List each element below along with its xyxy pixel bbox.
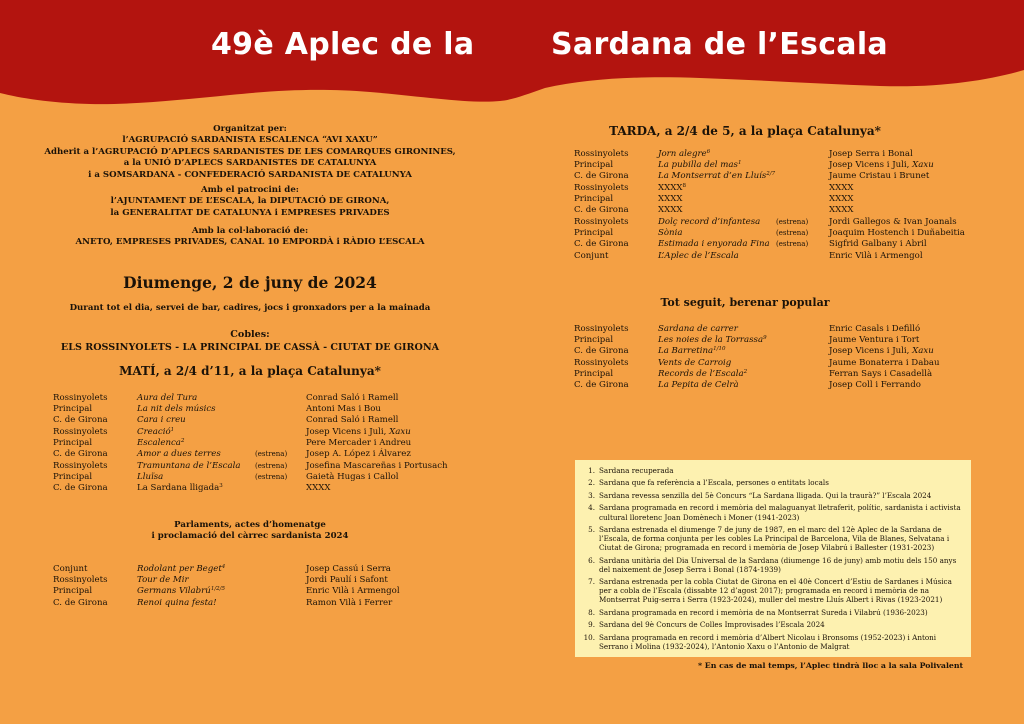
- composer-name: Sigfrid Galbany i Abril: [829, 239, 927, 250]
- premiere-note: (estrena): [776, 229, 809, 238]
- sardana-title: Records de l’Escala: [658, 369, 744, 380]
- composer-name: Conrad Saló i Ramell: [306, 392, 399, 403]
- sardana-title: Aura del Tura: [137, 392, 198, 403]
- note-reference: 1: [170, 426, 175, 433]
- note-item: [583, 503, 963, 521]
- note-number: 8.: [588, 607, 595, 617]
- note-item: [583, 466, 963, 475]
- premiere-note: [255, 415, 306, 426]
- composer-name: Enric Vilà i Armengol: [829, 250, 923, 261]
- premiere-note: [255, 597, 306, 608]
- note-item: [583, 525, 963, 552]
- cobla-name: Rossinyolets: [53, 575, 108, 586]
- notes-panel: [575, 460, 971, 657]
- premiere-note: [776, 323, 829, 334]
- composer-cell: [306, 392, 466, 403]
- composer-name: Josep Coll i Ferrando: [829, 380, 921, 391]
- cobla-name: Principal: [53, 404, 93, 415]
- sardana-title: Sònia: [658, 228, 683, 239]
- premiere-note: (estrena): [776, 217, 809, 226]
- program-row: [574, 216, 989, 227]
- premiere-note: [776, 346, 829, 357]
- composer-cell: [306, 563, 466, 574]
- premiere-note: [776, 148, 829, 159]
- composer-name: XXXX: [829, 194, 854, 205]
- note-item: [583, 608, 963, 617]
- note-text: Sardana estrenada el diumenge 7 de juny de 1987, en el marc del 12è Aplec de la Sardana de l’Escala, de forma conjunta per les cobles La Principal de Barcelona, Vila de Blanes, Selvatana i Ciutat de Girona; programada en record i memòria de Josep Vilabrú i Ballester (1931-2023): [599, 525, 950, 553]
- morning-program: [53, 392, 466, 494]
- cobla-name: Principal: [574, 335, 614, 346]
- premiere-note: [255, 574, 306, 585]
- cobla-name: Rossinyolets: [574, 182, 629, 193]
- composer-cell: [829, 368, 989, 379]
- organizers-heading: Organitzat per:: [213, 124, 287, 134]
- speeches-block: [20, 520, 480, 543]
- composer-name: Gaietà Hugas i Callol: [306, 472, 399, 483]
- sardana-title: La Montserrat d’en Lluís: [658, 171, 767, 182]
- composer-cell: [306, 460, 466, 471]
- sardana-title-cell: [137, 574, 255, 585]
- composer-name: Jaume Ventura i Tort: [829, 335, 920, 346]
- sardana-title: Rodolant per Beget: [137, 563, 222, 574]
- composer-cell: [829, 227, 989, 238]
- note-text: Sardana que fa referència a l’Escala, persones o entitats locals: [599, 478, 829, 488]
- snack-program: [574, 323, 989, 391]
- sardana-title: La nit dels músics: [137, 404, 216, 415]
- page-title-left: 49è Aplec de la: [211, 27, 475, 62]
- cobles-line: ELS ROSSINYOLETS - LA PRINCIPAL DE CASSÀ - CIUTAT DE GIRONA: [60, 341, 440, 353]
- sardana-title-cell: [658, 346, 776, 357]
- program-row: [53, 586, 466, 597]
- note-reference: 2: [743, 369, 748, 376]
- sardana-title: Les noies de la Torrassa: [658, 335, 764, 346]
- program-row: [574, 182, 989, 193]
- note-number: 6.: [588, 555, 595, 565]
- composer-cell: [829, 216, 989, 227]
- cobla-name: Conjunt: [53, 563, 88, 574]
- cobla-name: Rossinyolets: [574, 216, 629, 227]
- cobla-name: Conjunt: [574, 250, 609, 261]
- note-text: Sardana programada en record i memòria de na Montserrat Sureda i Vilabrú (1936-2023): [599, 607, 928, 617]
- program-row: [574, 148, 989, 159]
- composer-name: Conrad Saló i Ramell: [306, 415, 399, 426]
- sardana-title: XXXX: [658, 194, 683, 205]
- page-title-right: Sardana de l’Escala: [551, 27, 888, 62]
- program-row: [574, 250, 989, 261]
- composer-name: Ferran Says i Casadellà: [829, 369, 933, 380]
- program-row: [574, 334, 989, 345]
- premiere-note: [776, 193, 829, 204]
- composer-cell: [829, 171, 989, 182]
- header-banner: [0, 0, 1024, 130]
- cobla-name: C. de Girona: [574, 205, 629, 216]
- note-text: Sardana programada en record i memòria del malaguanyat lletraferit, polític, sardanista i activista cultural lloretenc Joan Domènech i Moner (1941-2023): [599, 503, 961, 522]
- composer-name: XXXX: [829, 205, 854, 216]
- sardana-title-cell: [137, 449, 255, 460]
- premiere-note: [776, 357, 829, 368]
- program-row: [574, 346, 989, 357]
- cobles-heading: Cobles:: [230, 329, 270, 340]
- cobla-name: Principal: [574, 228, 614, 239]
- program-row: [53, 597, 466, 608]
- patronage-heading: Amb el patrocini de:: [201, 185, 299, 195]
- cobla-name: C. de Girona: [574, 171, 629, 182]
- cobles-block: [20, 329, 480, 354]
- note-text: Sardana revessa senzilla del 5è Concurs “La Sardana lligada. Qui la traurà?” l’Escala 2024: [599, 490, 932, 500]
- composer-name: Jordi Gallegos & Ivan Joanals: [829, 216, 957, 227]
- cobla-name: C. de Girona: [574, 239, 629, 250]
- cobla-name: Rossinyolets: [574, 323, 629, 334]
- note-number: 10.: [583, 632, 595, 642]
- note-number: 7.: [588, 577, 595, 587]
- collaboration-heading: Amb la col·laboració de:: [191, 226, 309, 236]
- sardana-title-cell: [658, 182, 776, 193]
- sardana-title-cell: [658, 205, 776, 216]
- sardana-title-cell: [658, 193, 776, 204]
- composer-cell: [829, 323, 989, 334]
- premiere-note: [776, 182, 829, 193]
- program-row: [574, 368, 989, 379]
- sardana-title: Vents de Carroig: [658, 357, 732, 368]
- sardana-title-cell: [137, 597, 255, 608]
- program-row: [574, 239, 989, 250]
- composer-cell: [306, 415, 466, 426]
- program-row: [574, 227, 989, 238]
- organizers-line: Adherit a l’AGRUPACIÓ D’APLECS SARDANISTES DE LES COMARQUES GIRONINES,: [44, 146, 456, 157]
- note-text: Sardana programada en record i memòria d’Albert Nicolau i Bronsoms (1952-2023) i Antoni Serrano i Molina (1932-2024), l’Antonio Xaxu o l’Antonio de Malgrat: [599, 632, 937, 652]
- patronage-line: l’AJUNTAMENT DE L’ESCALA, la DIPUTACIÓ DE GIRONA,: [110, 196, 390, 207]
- sardana-title-cell: [658, 171, 776, 182]
- sardana-title: Tramuntana de l’Escala: [137, 460, 241, 471]
- sardana-title-cell: [658, 227, 776, 238]
- premiere-note: [255, 426, 306, 437]
- cobla-name: C. de Girona: [53, 597, 108, 608]
- premiere-note: (estrena): [776, 240, 809, 249]
- note-item: [583, 620, 963, 629]
- sardana-title-cell: [137, 415, 255, 426]
- composer-cell: [829, 182, 989, 193]
- program-row: [53, 437, 466, 448]
- collaboration-line: ANETO, EMPRESES PRIVADES, CANAL 10 EMPORDÀ i RÀDIO L’ESCALA: [75, 237, 425, 248]
- sardana-title: La Pepita de Celrà: [658, 380, 739, 391]
- composer-name: Jaume Bonaterra i Dabau: [829, 357, 940, 368]
- composer-name: Josep Serra i Bonal: [829, 148, 913, 159]
- note-reference: 9: [763, 335, 767, 342]
- note-reference: 1: [737, 160, 742, 167]
- composer-cell: [829, 346, 989, 357]
- sardana-title-cell: [137, 586, 255, 597]
- afternoon-heading: TARDA, a 2/4 de 5, a la plaça Catalunya*: [609, 124, 881, 138]
- sardana-title-cell: [658, 334, 776, 345]
- premiere-note: [776, 171, 829, 182]
- sardana-title: Estimada i enyorada Fina: [658, 239, 770, 250]
- composer-name: Josefina Mascareñas i Portusach: [306, 460, 448, 471]
- program-row: [574, 171, 989, 182]
- weather-footnote: * En cas de mal temps, l’Aplec tindrà lloc a la sala Polivalent: [698, 661, 964, 670]
- event-date: Diumenge, 2 de juny de 2024: [123, 273, 377, 292]
- composer-cell: [829, 250, 989, 261]
- composer-name: Enric Casals i Defilló: [829, 323, 921, 334]
- patronage-line: la GENERALITAT DE CATALUNYA i EMPRESES PRIVADES: [110, 207, 390, 218]
- sardana-title-cell: [137, 483, 255, 494]
- sardana-title-cell: [658, 159, 776, 170]
- composer-cell: [306, 597, 466, 608]
- program-row: [53, 460, 466, 471]
- composer-name: Josep Vicens i Juli,: [829, 160, 913, 171]
- note-number: 1.: [588, 466, 595, 475]
- sardana-title: Amor a dues terres: [137, 449, 221, 460]
- composer-cell: [829, 239, 989, 250]
- cobla-name: Principal: [574, 160, 614, 171]
- cobla-name: C. de Girona: [574, 346, 629, 357]
- sardana-title-cell: [137, 437, 255, 448]
- composer-cell: [306, 437, 466, 448]
- composer-nickname: Xaxu: [389, 426, 411, 437]
- organizers-line: a la UNIÓ D’APLECS SARDANISTES DE CATALUNYA: [123, 158, 377, 169]
- note-text: Sardana estrenada per la cobla Ciutat de Girona en el 40è Concert d’Estiu de Sardanes i Música per a cobla de l’Escala (dissabte 12 d’agost 2017); programada en record i memòria de na Montserrat Puig-serra i Serra (1923-2024), muller del mestre Lluís Albert i Rivas (1923-2021): [599, 577, 952, 605]
- cobla-name: Rossinyolets: [574, 357, 629, 368]
- premiere-note: [255, 437, 306, 448]
- note-number: 9.: [588, 620, 595, 630]
- sardana-title-cell: [137, 403, 255, 414]
- composer-name: Josep Cassú i Serra: [306, 563, 391, 574]
- composer-name: Jaume Cristau i Brunet: [829, 171, 930, 182]
- sardana-title-cell: [137, 460, 255, 471]
- cobla-name: Rossinyolets: [53, 426, 108, 437]
- composer-cell: [306, 471, 466, 482]
- composer-name: Josep A. López i Álvarez: [306, 449, 411, 460]
- composer-cell: [829, 357, 989, 368]
- premiere-note: [255, 563, 306, 574]
- afternoon-program: [574, 148, 989, 261]
- note-reference: 3: [219, 483, 223, 490]
- note-item: [583, 491, 963, 500]
- note-reference: 2/7: [766, 171, 776, 178]
- sardana-title: Lluïsa: [137, 472, 164, 483]
- sardana-title: XXXX: [658, 205, 683, 216]
- composer-nickname: Xaxu: [912, 346, 934, 357]
- composer-cell: [306, 574, 466, 585]
- speeches-line: Parlaments, actes d’homenatge: [174, 520, 326, 530]
- sardana-title: Sardana de carrer: [658, 323, 738, 334]
- premiere-note: [776, 368, 829, 379]
- sardana-title: Dolç record d’infantesa: [658, 216, 761, 227]
- program-row: [53, 415, 466, 426]
- sardana-title: Creació: [137, 426, 171, 437]
- composer-cell: [306, 483, 466, 494]
- sardana-title: La Barretina: [658, 346, 714, 357]
- program-row: [53, 563, 466, 574]
- note-reference: 1/10: [713, 346, 726, 353]
- premiere-note: (estrena): [255, 450, 288, 459]
- cobla-name: Principal: [574, 369, 614, 380]
- composer-name: Josep Vicens i Juli,: [829, 346, 913, 357]
- composer-name: Ramon Vilà i Ferrer: [306, 597, 393, 608]
- note-text: Sardana del 9è Concurs de Colles Improvisades l’Escala 2024: [599, 620, 825, 630]
- sardana-title: Cara i creu: [137, 415, 186, 426]
- cobla-name: Rossinyolets: [574, 148, 629, 159]
- cobla-name: C. de Girona: [53, 415, 108, 426]
- cobla-name: Principal: [53, 472, 93, 483]
- premiere-note: [255, 483, 306, 494]
- program-row: [574, 205, 989, 216]
- sardana-title: Escalenca: [137, 438, 181, 449]
- composer-cell: [829, 205, 989, 216]
- note-number: 5.: [588, 525, 595, 535]
- composer-cell: [829, 159, 989, 170]
- program-row: [53, 483, 466, 494]
- composer-name: Josep Vicens i Juli,: [306, 426, 390, 437]
- program-row: [574, 159, 989, 170]
- composer-cell: [306, 449, 466, 460]
- premiere-note: (estrena): [255, 473, 288, 482]
- note-number: 2.: [588, 478, 595, 488]
- sardana-title: La pubilla del mas: [658, 160, 738, 171]
- sardana-title: Tour de Mir: [137, 575, 189, 586]
- composer-cell: [306, 426, 466, 437]
- composer-name: XXXX: [306, 483, 331, 494]
- composer-name: Antoni Mas i Bou: [306, 404, 381, 415]
- sardana-title-cell: [137, 392, 255, 403]
- collaboration-block: [20, 226, 480, 249]
- cobla-name: Rossinyolets: [53, 392, 108, 403]
- cobla-name: Rossinyolets: [53, 460, 108, 471]
- patronage-block: [20, 185, 480, 219]
- program-row: [53, 574, 466, 585]
- note-reference: 6: [706, 148, 711, 155]
- program-row: [53, 471, 466, 482]
- cobla-name: C. de Girona: [53, 483, 108, 494]
- sardana-title-cell: [658, 357, 776, 368]
- sardana-title: L’Aplec de l’Escala: [658, 250, 739, 261]
- note-item: [583, 478, 963, 487]
- sardana-title-cell: [658, 148, 776, 159]
- program-row: [574, 380, 989, 391]
- sardana-title-cell: [658, 380, 776, 391]
- composer-cell: [829, 148, 989, 159]
- composer-cell: [829, 380, 989, 391]
- program-row: [53, 449, 466, 460]
- program-row: [574, 323, 989, 334]
- premiere-note: [776, 380, 829, 391]
- premiere-note: [776, 159, 829, 170]
- note-reference: 4: [221, 563, 226, 570]
- morning-heading: MATÍ, a 2/4 d’11, a la plaça Catalunya*: [119, 364, 381, 378]
- organizers-line: l’AGRUPACIÓ SARDANISTA ESCALENCA “AVI XAXU”: [122, 135, 378, 146]
- cobla-name: C. de Girona: [574, 380, 629, 391]
- note-item: [583, 556, 963, 574]
- program-row: [574, 193, 989, 204]
- sardana-title-cell: [658, 250, 776, 261]
- sardana-title-cell: [137, 563, 255, 574]
- premiere-note: [776, 205, 829, 216]
- composer-cell: [829, 193, 989, 204]
- note-text: Sardana unitària del Dia Universal de la Sardana (diumenge 16 de juny) amb motiu dels 150 anys del naixement de Josep Serra i Bonal (1874-1939): [599, 555, 957, 574]
- note-text: Sardana recuperada: [599, 466, 674, 475]
- snack-heading: Tot seguit, berenar popular: [660, 296, 830, 309]
- program-row: [53, 403, 466, 414]
- notes-list: [575, 460, 971, 651]
- premiere-note: [255, 392, 306, 403]
- sardana-title-cell: [658, 216, 776, 227]
- composer-name: XXXX: [829, 182, 854, 193]
- composer-nickname: Xaxu: [912, 160, 934, 171]
- note-reference: 8: [682, 182, 686, 189]
- services-text: Durant tot el dia, servei de bar, cadires, jocs i gronxadors per a la mainada: [69, 303, 431, 313]
- program-row: [53, 426, 466, 437]
- program-row: [53, 392, 466, 403]
- composer-cell: [829, 334, 989, 345]
- sardana-title-cell: [658, 323, 776, 334]
- cobla-name: C. de Girona: [53, 449, 108, 460]
- note-reference: 1/2/5: [210, 586, 226, 593]
- note-number: 3.: [588, 490, 595, 500]
- note-item: [583, 633, 963, 651]
- premiere-note: [255, 403, 306, 414]
- note-reference: 2: [180, 438, 185, 445]
- organizers-block: [20, 124, 480, 181]
- premiere-note: (estrena): [255, 461, 288, 470]
- sardana-title: XXXX: [658, 182, 683, 193]
- sardana-title-cell: [658, 368, 776, 379]
- sardana-title-cell: [658, 239, 776, 250]
- premiere-note: [776, 334, 829, 345]
- composer-name: Enric Vilà i Armengol: [306, 586, 400, 597]
- composer-name: Jordi Paulí i Safont: [306, 575, 388, 586]
- sardana-title: Renoi quina festa!: [137, 597, 217, 608]
- organizers-line: i a SOMSARDANA - CONFEDERACIÓ SARDANISTA DE CATALUNYA: [88, 169, 412, 180]
- premiere-note: [776, 250, 829, 261]
- cobla-name: Principal: [53, 438, 93, 449]
- note-item: [583, 577, 963, 604]
- sardana-title: La Sardana lligada: [137, 483, 220, 494]
- program-row: [574, 357, 989, 368]
- composer-cell: [306, 586, 466, 597]
- composer-name: Joaquim Hostench i Duñabeitia: [829, 228, 965, 239]
- composer-cell: [306, 403, 466, 414]
- composer-name: Pere Mercader i Andreu: [306, 438, 412, 449]
- sardana-title: Jorn alegre: [658, 148, 707, 159]
- sardana-title: Germans Vilabrú: [137, 586, 211, 597]
- speeches-program: [53, 563, 466, 608]
- note-number: 4.: [588, 503, 595, 513]
- cobla-name: Principal: [574, 194, 614, 205]
- sardana-title-cell: [137, 426, 255, 437]
- premiere-note: [255, 586, 306, 597]
- speeches-line: i proclamació del càrrec sardanista 2024: [151, 531, 349, 542]
- cobla-name: Principal: [53, 586, 93, 597]
- sardana-title-cell: [137, 471, 255, 482]
